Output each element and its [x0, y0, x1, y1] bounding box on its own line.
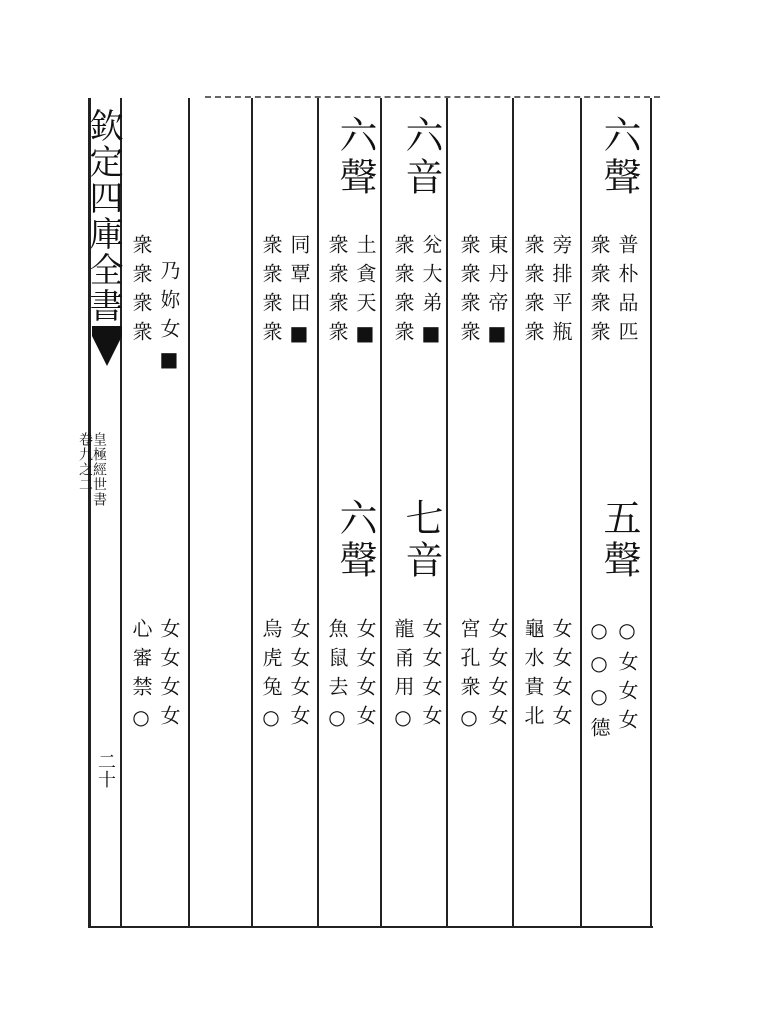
column-divider — [512, 98, 514, 926]
column-text: 龜水貴北 — [521, 618, 545, 734]
column-divider — [380, 98, 382, 926]
column-text: ○女女女 — [615, 618, 639, 738]
column-divider — [251, 98, 253, 926]
top-border — [205, 96, 660, 98]
column-divider — [317, 98, 319, 926]
column-text: 同覃田■ — [287, 234, 311, 354]
column-header: 六聲 — [333, 115, 377, 199]
column-text: 衆衆衆衆 — [129, 234, 153, 350]
column-text: 女女女女 — [419, 618, 443, 734]
column-text: 衆衆衆衆 — [457, 234, 481, 350]
section-header: 五聲 — [597, 498, 641, 582]
column-divider — [580, 98, 582, 926]
column-text: 兊大弟■ — [419, 234, 443, 354]
column-text: 女女女女 — [353, 618, 377, 734]
section-header: 七音 — [399, 498, 443, 582]
book-title: 欽定四庫全書 — [83, 108, 123, 324]
column-text: 女女女女 — [287, 618, 311, 734]
column-header: 六音 — [399, 115, 443, 199]
column-text: 女女女女 — [485, 618, 509, 734]
section-header: 六聲 — [333, 498, 377, 582]
column-text: 宮孔衆○ — [457, 618, 481, 738]
column-text: ○○○德 — [587, 618, 611, 746]
chapter-title: 皇極經世書 — [91, 432, 107, 507]
juan-number: 卷九之二 — [77, 432, 93, 492]
column-text: 土貪天■ — [353, 234, 377, 354]
column-divider — [188, 98, 190, 926]
column-text: 旁排平瓶 — [549, 234, 573, 350]
column-text: 東丹帝■ — [485, 234, 509, 354]
column-text: 衆衆衆衆 — [325, 234, 349, 350]
column-header: 六聲 — [597, 115, 641, 199]
column-divider — [650, 98, 652, 926]
column-text: 衆衆衆衆 — [587, 234, 611, 350]
column-text: 心審禁○ — [129, 618, 153, 738]
column-text: 魚鼠去○ — [325, 618, 349, 738]
column-text: 女女女女 — [549, 618, 573, 734]
column-text: 衆衆衆衆 — [259, 234, 283, 350]
column-text: 普朴品匹 — [615, 234, 639, 350]
fishtail-mark-icon — [92, 326, 122, 366]
column-text: 烏虎兔○ — [259, 618, 283, 738]
bottom-border — [88, 926, 653, 928]
column-text: 龍甬用○ — [391, 618, 415, 738]
page-number: 二十 — [95, 752, 116, 788]
column-text: 乃妳女■ — [157, 260, 181, 380]
column-text: 衆衆衆衆 — [391, 234, 415, 350]
column-text: 女女女女 — [157, 618, 181, 734]
column-text: 衆衆衆衆 — [521, 234, 545, 350]
column-divider — [446, 98, 448, 926]
